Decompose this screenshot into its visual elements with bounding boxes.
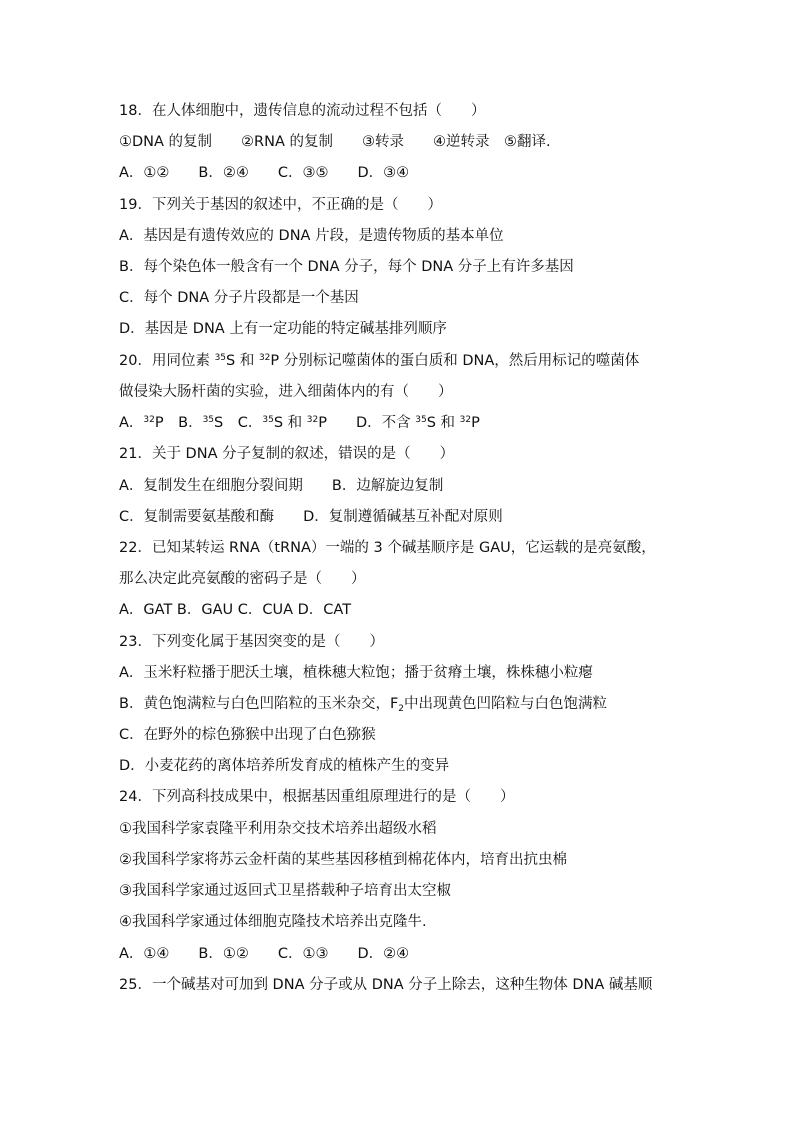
q21-stem: 21．关于 DNA 分子复制的叙述，错误的是（ ） [119,446,455,462]
q22-stem-line1: 22．已知某转运 RNA（tRNA）一端的 3 个碱基顺序是 GAU，它运载的是亮氨酸， [119,540,656,556]
q25-stem: 25．一个碱基对可加到 DNA 分子或从 DNA 分子上除去，这种生物体 DNA 碱基顺 [119,977,653,993]
q23-option-d: D．小麦花药的离体培养所发育成的植株产生的变异 [119,758,450,774]
q24-item-3: ③我国科学家通过返回式卫星搭载种子培育出太空椒 [119,883,451,899]
q20-stem-line2: 做侵染大肠杆菌的实验，进入细菌体内的有（ ） [119,384,453,400]
q20-options: A．$^{32}$P B．$^{35}$S C．$^{35}$S 和 $^{32}$P D．不含 $^{35}$S 和 $^{32}$P [119,415,480,431]
q19-option-a: A．基因是有遗传效应的 DNA 片段，是遗传物质的基本单位 [119,228,504,244]
q24-stem: 24．下列高科技成果中，根据基因重组原理进行的是（ ） [119,789,515,805]
q24-item-4: ④我国科学家通过体细胞克隆技术培养出克隆牛. [119,914,427,930]
q19-option-b: B．每个染色体一般含有一个 DNA 分子，每个 DNA 分子上有许多基因 [119,259,574,275]
q19-stem: 19．下列关于基因的叙述中，不正确的是（ ） [119,197,442,213]
q20-stem-line1: 20．用同位素 $^{35}$S 和 $^{32}$P 分别标记噬菌体的蛋白质和 DNA，然后用标记的噬菌体 [119,353,640,369]
q22-options: A．GAT B．GAU C．CUA D．CAT [119,602,352,618]
q24-item-1: ①我国科学家袁隆平利用杂交技术培养出超级水稻 [119,821,437,837]
q18-stem: 18．在人体细胞中，遗传信息的流动过程不包括（ ） [119,103,486,119]
q23-option-a: A．玉米籽粒播于肥沃土壤，植株穗大粒饱；播于贫瘠土壤，株株穗小粒瘪 [119,665,593,681]
q21-options-ab: A．复制发生在细胞分裂间期 B．边解旋边复制 [119,478,444,494]
q23-option-b: B．黄色饱满粒与白色凹陷粒的玉米杂交，$F_2$中出现黄色凹陷粒与白色饱满粒 [119,696,608,714]
q19-option-c: C．每个 DNA 分子片段都是一个基因 [119,290,359,306]
q24-options: A．①④ B．①② C．①③ D．②④ [119,946,410,962]
q18-items: ①DNA 的复制 ②RNA 的复制 ③转录 ④逆转录 ⑤翻译. [119,134,551,150]
q24-item-2: ②我国科学家将苏云金杆菌的某些基因移植到棉花体内，培育出抗虫棉 [119,852,567,868]
q22-stem-line2: 那么决定此亮氨酸的密码子是（ ） [119,571,366,587]
q18-options: A．①② B．②④ C．③⑤ D．③④ [119,165,410,181]
q19-option-d: D．基因是 DNA 上有一定功能的特定碱基排列顺序 [119,321,447,337]
q23-stem: 23．下列变化属于基因突变的是（ ） [119,634,384,650]
q23-option-c: C．在野外的棕色猕猴中出现了白色猕猴 [119,727,376,743]
q21-options-cd: C．复制需要氨基酸和酶 D．复制遵循碱基互补配对原则 [119,509,503,525]
